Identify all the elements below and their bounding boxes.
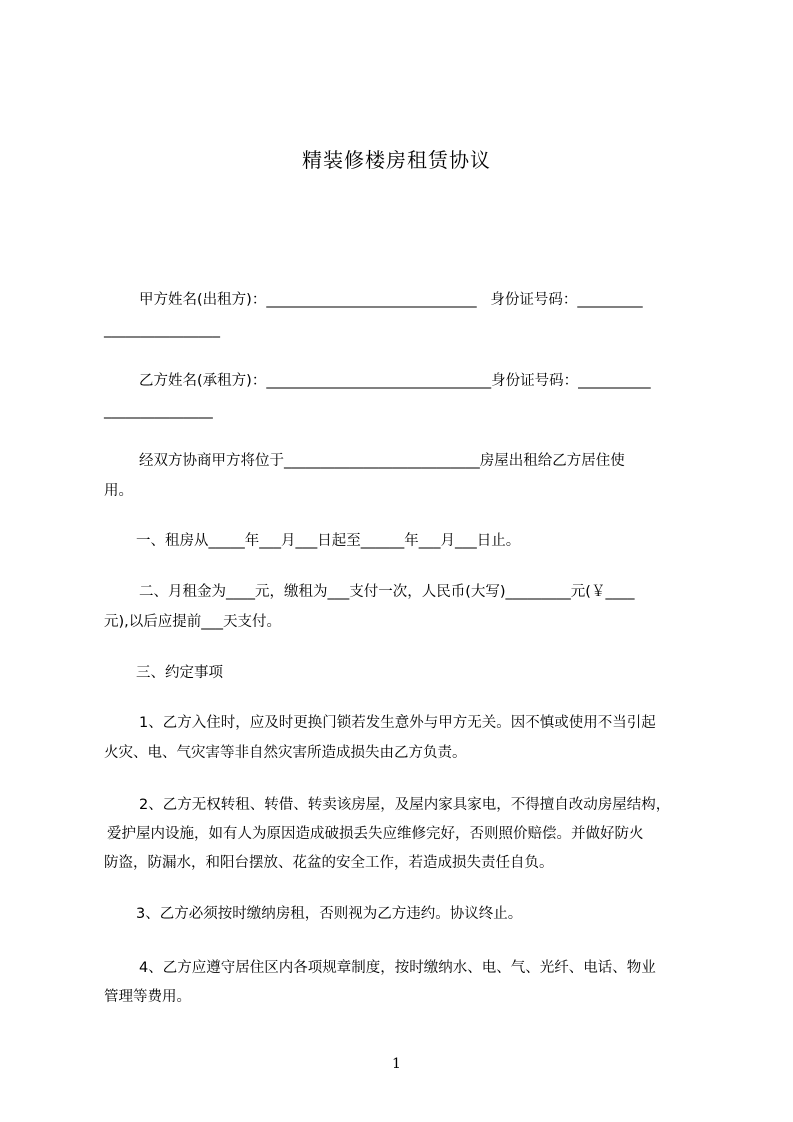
item-1-line-2: 火灾、电、气灾害等非自然灾害所造成损失由乙方负责。 <box>104 745 467 761</box>
party-a-name-line: 甲方姓名(出租方)：_____________________________ 身份证号码：_________ <box>139 292 643 308</box>
clause-3-heading: 三、约定事项 <box>136 665 223 681</box>
item-3-line: 3、乙方必须按时缴纳房租，否则视为乙方违约。协议终止。 <box>136 906 523 922</box>
intro-line-1: 经双方协商甲方将位于___________________________房屋出租给乙方居住使 <box>139 453 625 469</box>
party-b-id-continuation: _______________ <box>104 403 213 419</box>
item-2-line-2: 爱护屋内设施，如有人为原因造成破损丢失应维修完好，否则照价赔偿。并做好防火 <box>107 826 644 842</box>
clause-2-rent-line-1: 二、月租金为____元，缴租为___支付一次，人民币(大写)_________元(￥____ <box>139 584 635 600</box>
page-number: 1 <box>392 1056 401 1072</box>
intro-line-2: 用。 <box>104 483 133 499</box>
item-4-line-1: 4、乙方应遵守居住区内各项规章制度，按时缴纳水、电、气、光纤、电话、物业 <box>139 960 656 976</box>
item-2-line-3: 防盗，防漏水，和阳台摆放、花盆的安全工作，若造成损失责任自负。 <box>104 855 554 871</box>
item-2-line-1: 2、乙方无权转租、转借、转卖该房屋，及屋内家具家电，不得擅自改动房屋结构， <box>139 797 671 813</box>
document-title: 精装修楼房租赁协议 <box>302 148 491 172</box>
party-a-id-continuation: ________________ <box>104 322 220 338</box>
item-1-line-1: 1、乙方入住时，应及时更换门锁若发生意外与甲方无关。因不慎或使用不当引起 <box>139 715 656 731</box>
item-4-line-2: 管理等费用。 <box>104 989 191 1005</box>
clause-2-rent-line-2: 元),以后应提前___天支付。 <box>104 614 282 630</box>
party-b-name-line: 乙方姓名(承租方)：_______________________________身份证号码：__________ <box>139 373 651 389</box>
clause-1-rental-period: 一、租房从_____年___月___日起至______年___月___日止。 <box>136 533 521 549</box>
